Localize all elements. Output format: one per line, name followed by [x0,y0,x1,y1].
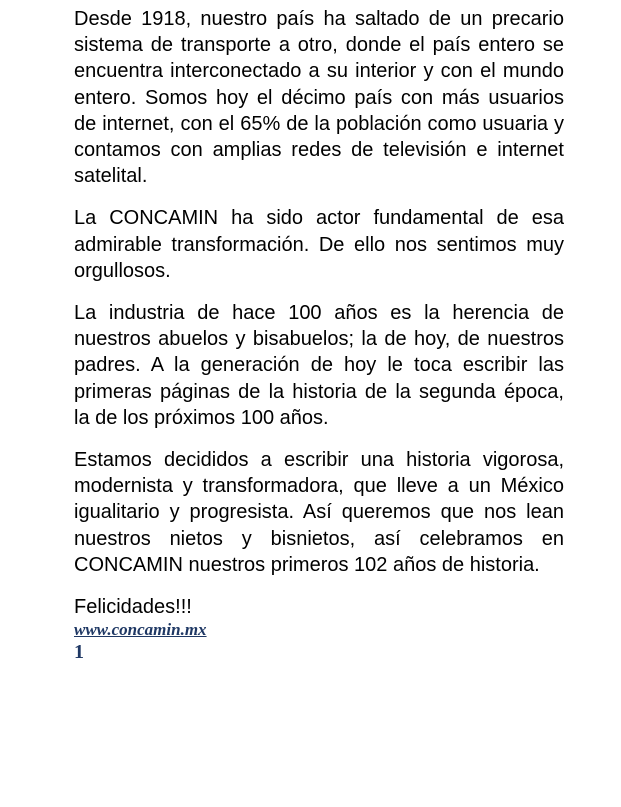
paragraph-future-vision: Estamos decididos a escribir una historia vigorosa, modernista y transformadora, que lleve a un México igualitario y progresista. Así queremos que nos lean nuestros nietos y bisnietos, así celebramos en CONCAMIN nuestros primeros 102 años de historia. [74,449,564,576]
paragraph-industry-generations: La industria de hace 100 años es la herencia de nuestros abuelos y bisabuelos; la de hoy, de nuestros padres. A la generación de hoy le toca escribir las primeras páginas de la historia de la segunda época, la de los próximos 100 años. [74,302,564,429]
website-link[interactable]: www.concamin.mx [74,620,207,640]
paragraph-concamin-role: La CONCAMIN ha sido actor fundamental de esa admirable transformación. De ello nos sentimos muy orgullosos. [74,207,564,282]
paragraph-history: Desde 1918, nuestro país ha saltado de un precario sistema de transporte a otro, donde el país entero se encuentra interconectado a su interior y con el mundo entero. Somos hoy el décimo país con más usuarios de internet, con el 65% de la población como usuaria y contamos con amplias redes de televisión e internet satelital. [74,8,564,188]
page-number: 1 [74,641,84,664]
document-page [74,6,564,664]
closing-line: Felicidades!!! [74,596,192,619]
